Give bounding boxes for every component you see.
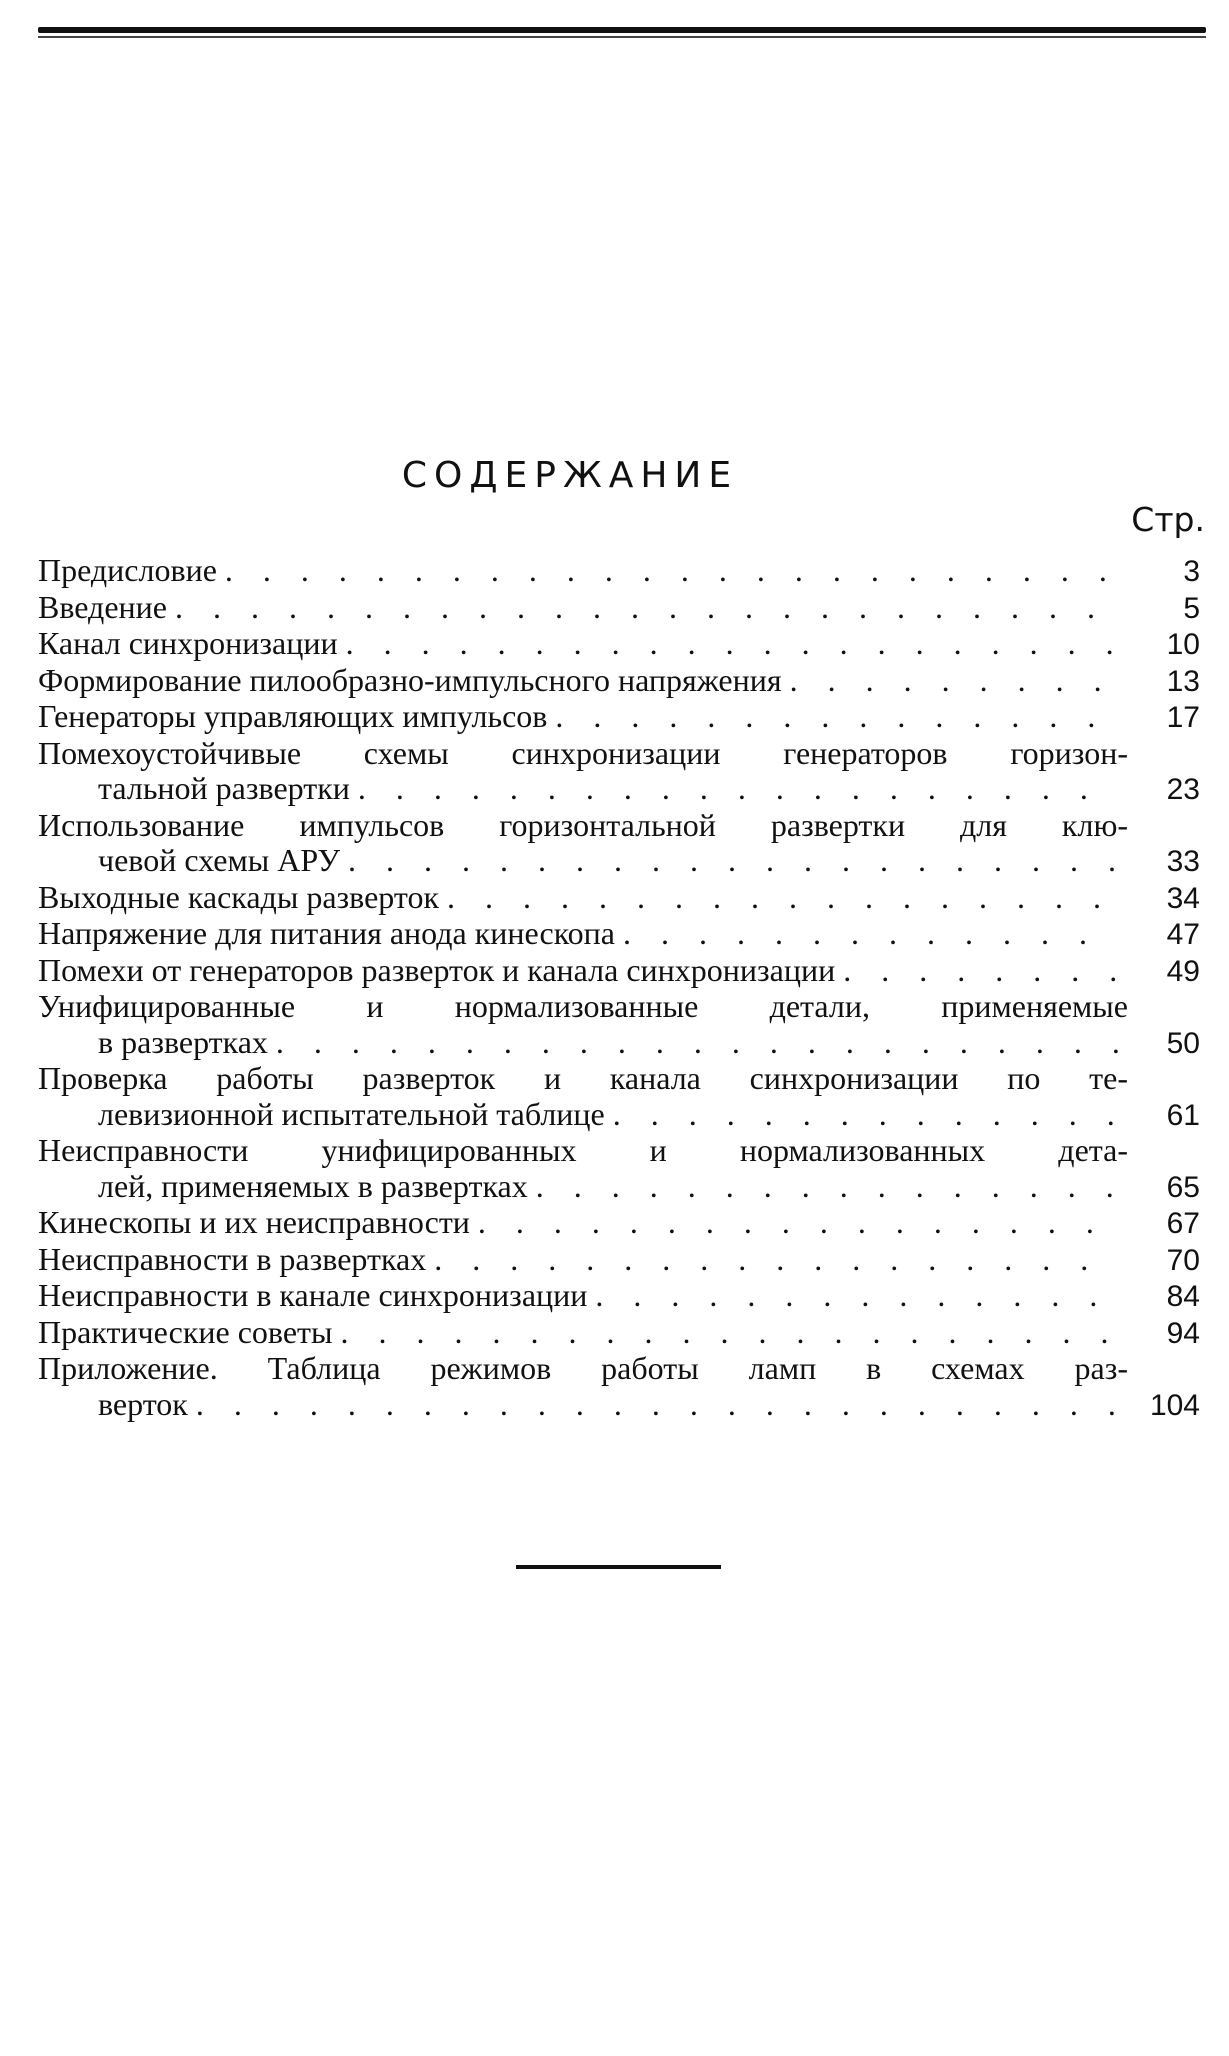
toc-page-number: 17	[1166, 701, 1200, 734]
toc-entry	[38, 590, 1208, 627]
toc-line	[38, 1278, 1208, 1315]
toc-entry-title: Практические советы	[38, 1314, 333, 1350]
toc-line	[38, 916, 1208, 953]
toc-entry-title: Неисправности в канале синхронизации	[38, 1278, 588, 1313]
toc-entry-title: тальной развертки	[98, 771, 350, 806]
toc-entry-title: Кинескопы и их неисправности	[38, 1205, 470, 1240]
toc-line	[38, 1387, 1208, 1424]
toc-entry	[38, 989, 1208, 1061]
dot-leader	[782, 663, 1118, 699]
toc-entry-title: Напряжение для питания анода кинескопа	[38, 916, 615, 951]
table-of-contents	[38, 553, 1208, 1423]
toc-entry	[38, 1205, 1208, 1242]
toc-entry-title: Неисправности унифицированных и нормализованных дета-	[38, 1133, 1128, 1168]
toc-page-number: 33	[1166, 845, 1200, 878]
toc-line	[38, 953, 1208, 990]
toc-entry	[38, 736, 1208, 808]
toc-entry-title: Помехоустойчивые схемы синхронизации генераторов горизон-	[38, 735, 1128, 771]
toc-line	[38, 590, 1208, 627]
toc-line	[38, 699, 1208, 736]
toc-page-number: 3	[1183, 555, 1200, 588]
toc-line	[38, 736, 1208, 772]
toc-line	[38, 1061, 1208, 1097]
toc-entry-title: Введение	[38, 589, 167, 625]
toc-page-number: 5	[1183, 591, 1200, 625]
bottom-rule	[516, 1565, 721, 1569]
toc-entry	[38, 880, 1208, 917]
toc-entry-title: Выходные каскады разверток	[38, 879, 439, 915]
dot-leader	[217, 553, 1118, 589]
toc-entry-title: лей, применяемых в развертках	[98, 1168, 528, 1204]
toc-entry-title: Формирование пилообразно-импульсного напряжения	[38, 662, 782, 698]
dot-leader	[340, 843, 1118, 879]
top-rule	[38, 27, 1206, 33]
toc-entry-title: левизионной испытательной таблице	[98, 1096, 605, 1132]
toc-page-number: 50	[1166, 1026, 1200, 1060]
toc-entry	[38, 1278, 1208, 1315]
toc-entry	[38, 1133, 1208, 1205]
toc-entry-title: Проверка работы разверток и канала синхронизации по те-	[38, 1061, 1128, 1096]
toc-entry	[38, 663, 1208, 700]
toc-line	[38, 553, 1208, 590]
toc-entry-title: Приложение. Таблица режимов работы ламп в схемах раз-	[38, 1351, 1128, 1386]
dot-leader	[835, 953, 1118, 989]
toc-page-number: 10	[1166, 628, 1200, 661]
toc-entry-title: чевой схемы АРУ	[98, 843, 341, 878]
toc-entry	[38, 699, 1208, 736]
toc-page-number: 70	[1166, 1243, 1200, 1277]
toc-page-number: 23	[1166, 773, 1200, 806]
toc-page-number: 61	[1166, 1098, 1200, 1132]
dot-leader	[587, 1278, 1118, 1314]
toc-page-number: 47	[1166, 918, 1200, 951]
toc-page-number: 84	[1166, 1280, 1200, 1313]
dot-leader	[547, 699, 1118, 735]
toc-entry	[38, 1061, 1208, 1133]
toc-entry-title: верток	[98, 1386, 188, 1422]
dot-leader	[333, 1315, 1118, 1351]
toc-line	[38, 1169, 1208, 1206]
toc-entry-title: Предисловие	[38, 553, 217, 588]
toc-page-number: 104	[1149, 1388, 1200, 1422]
toc-page-number: 94	[1166, 1316, 1200, 1350]
toc-line	[38, 880, 1208, 917]
dot-leader	[605, 1097, 1118, 1133]
toc-entry-title: Унифицированные и нормализованные детали, применяемые	[38, 989, 1128, 1024]
dot-leader	[268, 1025, 1118, 1061]
toc-entry-title: Использование импульсов горизонтальной развертки для клю-	[38, 807, 1128, 843]
top-rule-thin	[38, 36, 1206, 38]
toc-entry	[38, 808, 1208, 880]
toc-entry-title: Неисправности в развертках	[38, 1241, 427, 1277]
toc-page-number: 65	[1166, 1170, 1200, 1204]
toc-page-number: 34	[1166, 881, 1200, 915]
dot-leader	[338, 626, 1118, 662]
toc-line	[38, 843, 1208, 880]
toc-entry	[38, 953, 1208, 990]
toc-line	[38, 989, 1208, 1025]
toc-line	[38, 1351, 1208, 1387]
toc-line	[38, 1025, 1208, 1062]
toc-page-number: 49	[1166, 954, 1200, 988]
toc-line	[38, 1133, 1208, 1169]
dot-leader	[426, 1242, 1118, 1278]
toc-entry	[38, 916, 1208, 953]
toc-page-number: 13	[1166, 664, 1200, 698]
toc-entry	[38, 553, 1208, 590]
toc-entry	[38, 1315, 1208, 1352]
toc-entry-title: Помехи от генераторов разверток и канала синхронизации	[38, 952, 836, 988]
dot-leader	[615, 916, 1118, 952]
toc-entry	[38, 1351, 1208, 1423]
page-column-label: Стр.	[1131, 500, 1205, 539]
toc-line	[38, 771, 1208, 808]
toc-entry-title: Генераторы управляющих импульсов	[38, 699, 548, 734]
toc-line	[38, 1097, 1208, 1134]
dot-leader	[167, 590, 1118, 626]
toc-entry	[38, 626, 1208, 663]
toc-entry-title: в развертках	[98, 1024, 268, 1060]
toc-line	[38, 1205, 1208, 1242]
dot-leader	[470, 1205, 1118, 1241]
dot-leader	[350, 771, 1118, 807]
toc-entry-title: Канал синхронизации	[38, 626, 338, 661]
page-title: СОДЕРЖАНИЕ	[401, 455, 739, 496]
toc-entry	[38, 1242, 1208, 1279]
toc-line	[38, 663, 1208, 700]
dot-leader	[188, 1387, 1118, 1423]
dot-leader	[439, 880, 1118, 916]
toc-line	[38, 1315, 1208, 1352]
toc-line	[38, 808, 1208, 844]
toc-line	[38, 1242, 1208, 1279]
dot-leader	[528, 1169, 1118, 1205]
toc-line	[38, 626, 1208, 663]
toc-page-number: 67	[1166, 1207, 1200, 1240]
